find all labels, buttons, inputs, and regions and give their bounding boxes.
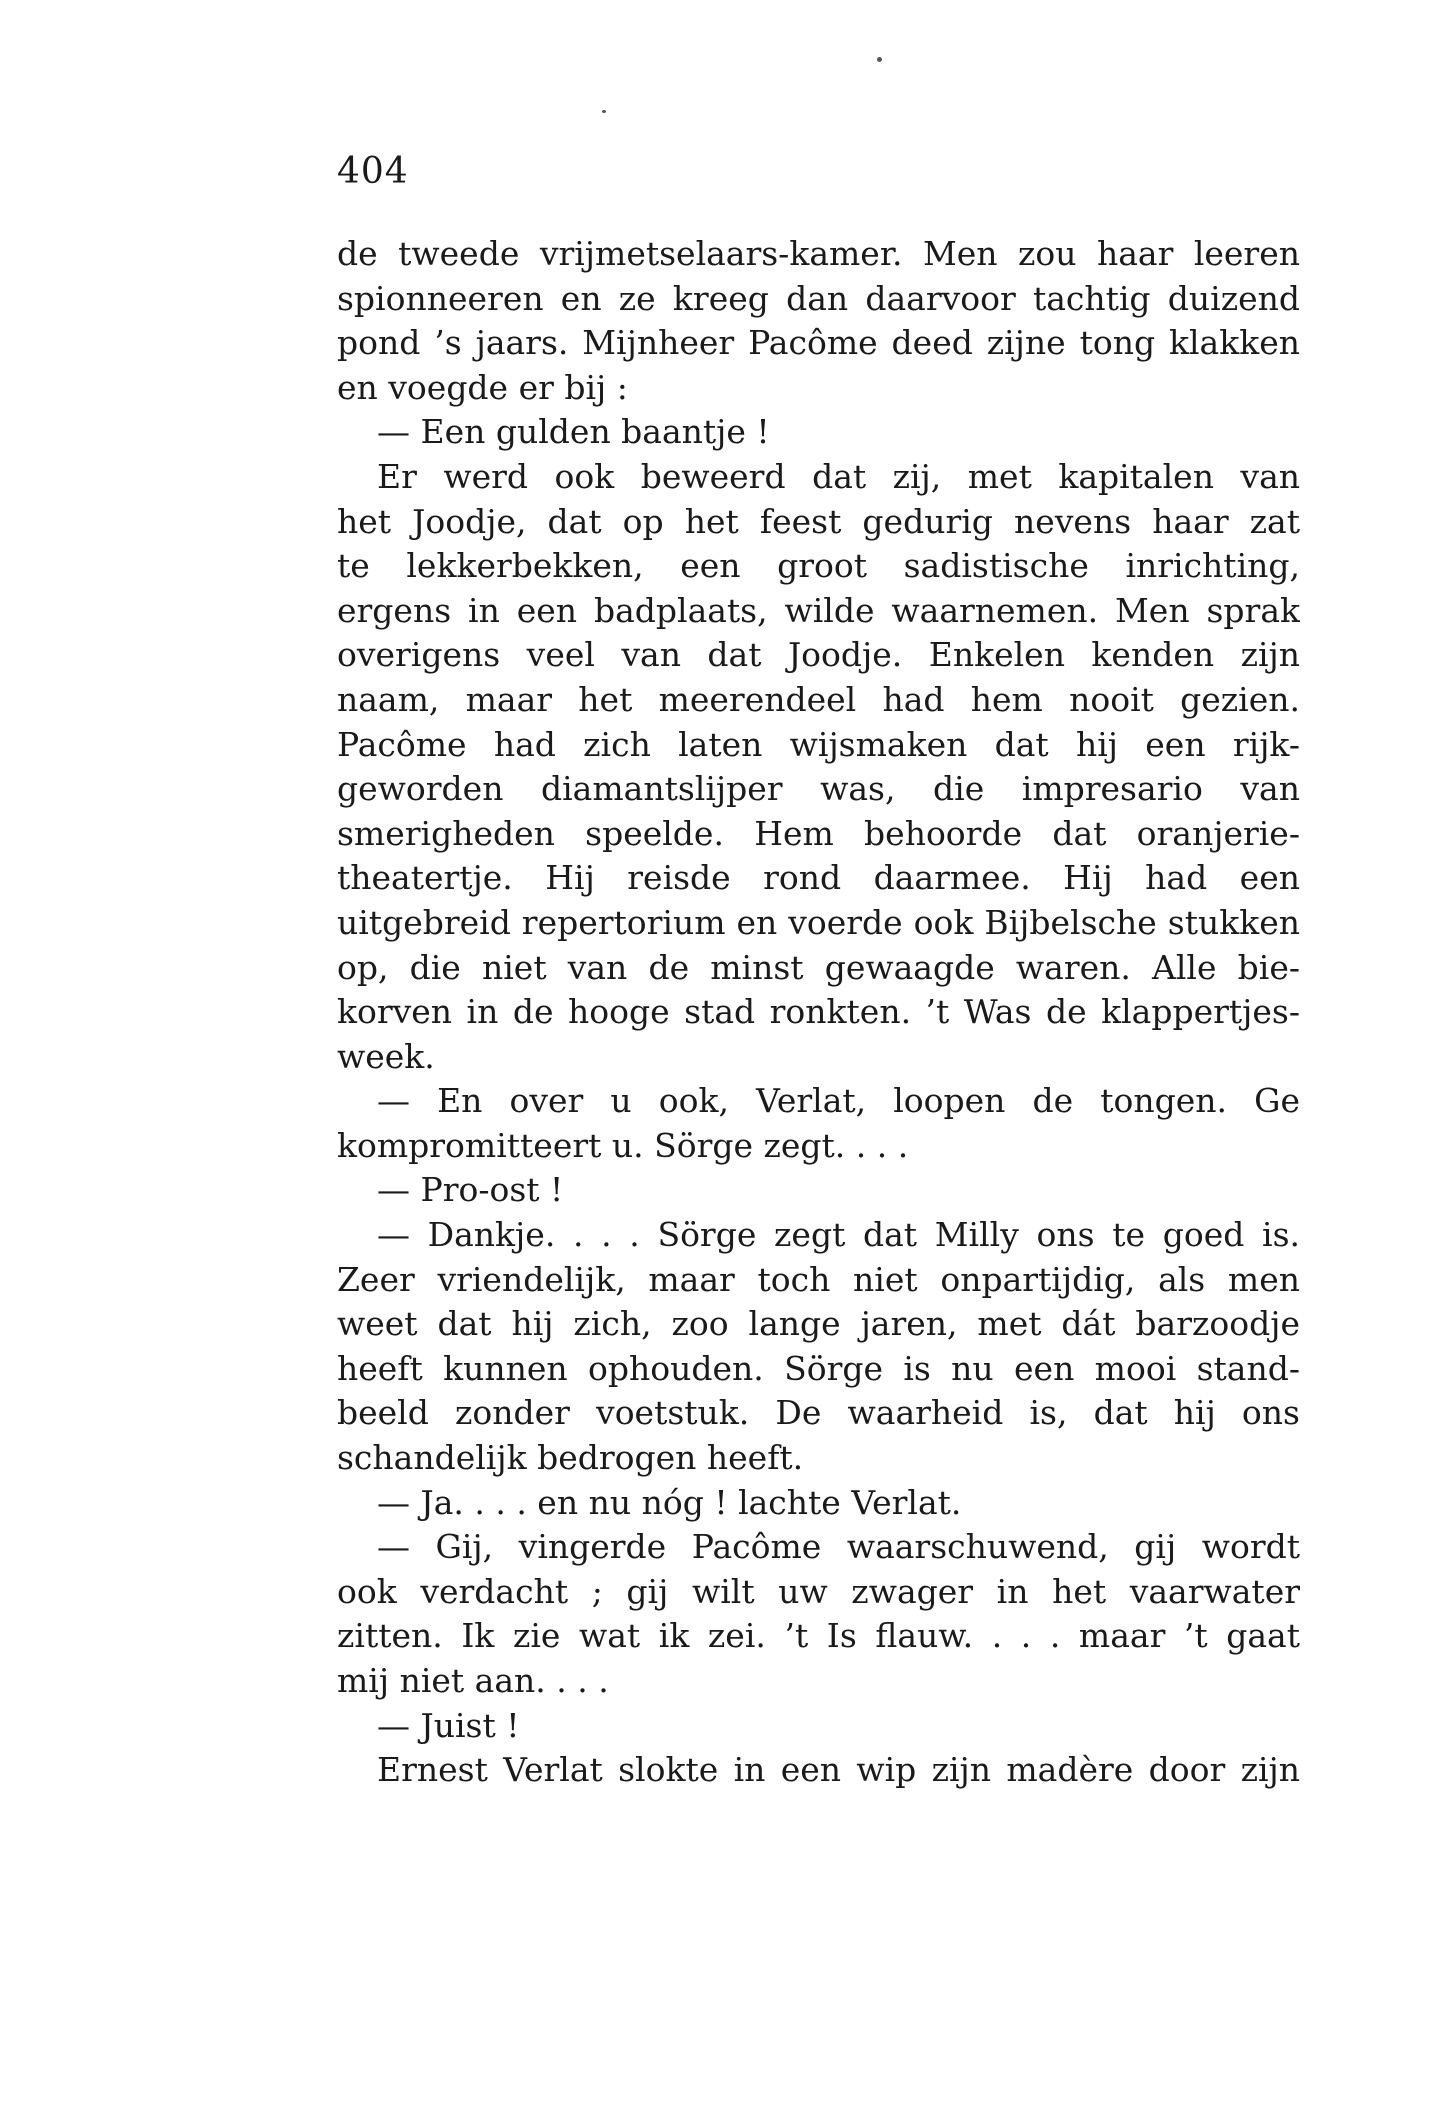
text-line: uitgebreid repertorium en voerde ook Bijbelsche stukken [337, 902, 1300, 942]
text-line: spionneeren en ze kreeg dan daarvoor tachtig duizend [337, 278, 1300, 318]
text-line: — Pro-ost ! [377, 1170, 564, 1210]
text-line: zitten. Ik zie wat ik zei. ’t Is flauw. . . . maar ’t gaat [337, 1616, 1300, 1656]
text-line: op, die niet van de minst gewaagde waren. Alle bie- [337, 947, 1300, 987]
text-line: Zeer vriendelijk, maar toch niet onpartijdig, als men [337, 1259, 1300, 1299]
text-line: pond ’s jaars. Mijnheer Pacôme deed zijne tong klakken [337, 323, 1300, 363]
text-line: week. [337, 1036, 435, 1076]
text-line: en voegde er bij : [337, 367, 628, 407]
text-line: geworden diamantslijper was, die impresario van [337, 769, 1300, 809]
text-line: korven in de hooge stad ronkten. ’t Was de klappertjes- [337, 992, 1300, 1032]
page-number: 404 [337, 151, 409, 192]
text-line: — Gij, vingerde Pacôme waarschuwend, gij wordt [377, 1527, 1300, 1567]
text-line: smerigheden speelde. Hem behoorde dat oranjerie- [337, 813, 1300, 853]
body-text [337, 232, 1300, 1793]
text-line: — Juist ! [377, 1705, 520, 1745]
text-line: te lekkerbekken, een groot sadistische inrichting, [337, 546, 1300, 586]
text-line: — Een gulden baantje ! [377, 412, 770, 452]
text-line: de tweede vrijmetselaars-kamer. Men zou haar leeren [337, 234, 1300, 273]
text-line: beeld zonder voetstuk. De waarheid is, dat hij ons [337, 1393, 1300, 1433]
text-line: — Ja. . . . en nu nóg ! lachte Verlat. [377, 1482, 962, 1522]
text-line: Pacôme had zich laten wijsmaken dat hij een rijk- [337, 724, 1300, 764]
text-line: — En over u ook, Verlat, loopen de tongen. Ge [377, 1081, 1300, 1121]
text-line: overigens veel van dat Joodje. Enkelen kenden zijn [337, 635, 1300, 675]
text-line: ergens in een badplaats, wilde waarnemen. Men sprak [337, 590, 1300, 630]
text-line: Ernest Verlat slokte in een wip zijn madère door zijn [377, 1750, 1300, 1790]
text-line: Er werd ook beweerd dat zij, met kapitalen van [377, 456, 1300, 496]
text-line: weet dat hij zich, zoo lange jaren, met dát barzoodje [337, 1304, 1300, 1344]
text-line: theatertje. Hij reisde rond daarmee. Hij had een [337, 858, 1300, 898]
text-line: mij niet aan. . . . [337, 1661, 609, 1700]
print-speck [602, 110, 606, 113]
text-line: heeft kunnen ophouden. Sörge is nu een mooi stand- [337, 1348, 1300, 1388]
text-line: schandelijk bedrogen heeft. [337, 1438, 804, 1478]
text-line: — Dankje. . . . Sörge zegt dat Milly ons te goed is. [377, 1215, 1300, 1255]
text-line: ook verdacht ; gij wilt uw zwager in het vaarwater [337, 1571, 1300, 1611]
text-line: naam, maar het meerendeel had hem nooit gezien. [337, 679, 1300, 719]
print-speck [877, 57, 882, 62]
text-line: kompromitteert u. Sörge zegt. . . . [337, 1125, 909, 1165]
text-line: het Joodje, dat op het feest gedurig nevens haar zat [337, 501, 1300, 541]
